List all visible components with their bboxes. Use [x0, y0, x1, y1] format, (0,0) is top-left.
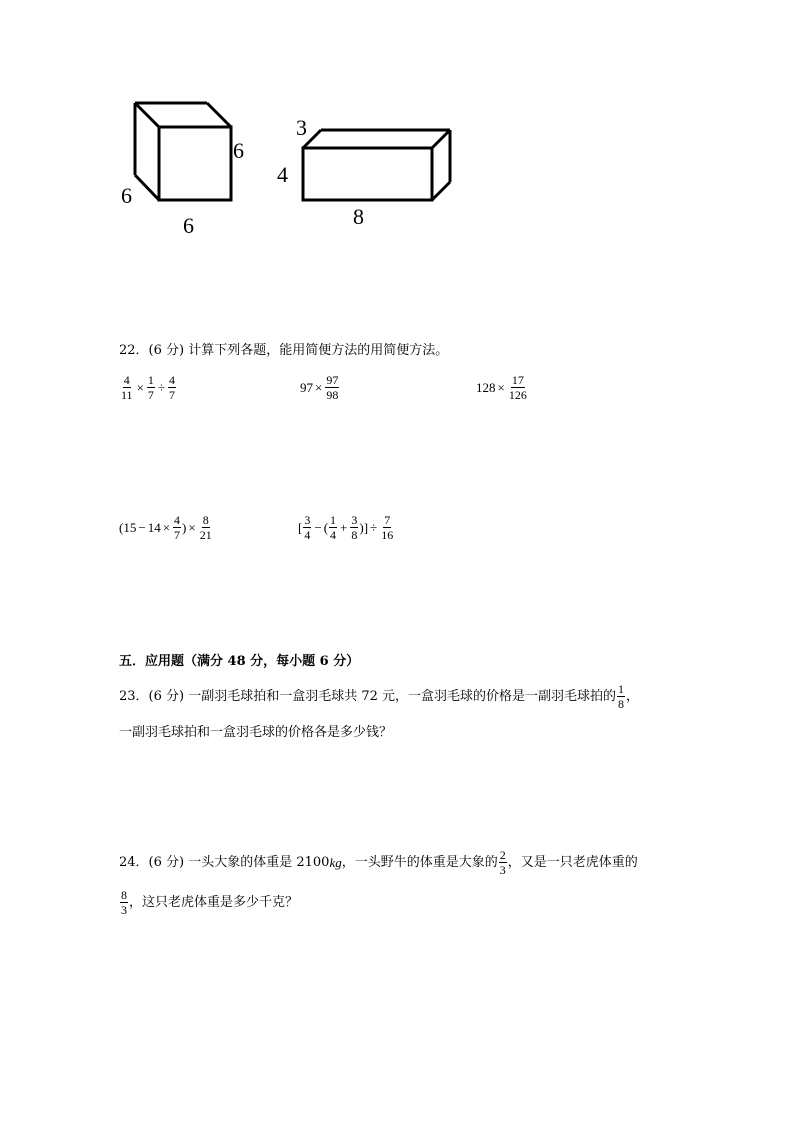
fraction: $\frac{2}{3}$: [499, 848, 506, 877]
fraction: $\frac{1}{7}$: [147, 373, 154, 402]
q23-line-2: 一副羽毛球拍和一盒羽毛球的价格各是多少钱？: [119, 725, 393, 740]
fraction: $\frac{3}{4}$: [304, 513, 311, 542]
cuboid-label-bottom: 8: [353, 204, 364, 229]
fraction: $\frac{1}{8}$: [618, 682, 625, 711]
fraction: $\frac{4}{11}$: [121, 373, 133, 402]
q24-line-2: $\frac{8}{3}$ ，这只老虎体重是多少千克？: [121, 888, 299, 917]
q22-expr-3: 128 × $\frac{17}{126}$: [476, 373, 527, 402]
cube-label-bottom: 6: [183, 213, 194, 238]
q22-expr-5: [ $\frac{3}{4}$ − ( $\frac{1}{4}$ + $\frac{3}{8}$ )] ÷ $\frac{7}{16}$: [298, 513, 394, 542]
section-5-title: 五．应用题（满分 48 分，每小题 6 分）: [119, 654, 360, 669]
fraction: $\frac{17}{126}$: [508, 373, 527, 402]
fraction: $\frac{4}{7}$: [169, 373, 176, 402]
cuboid-label-top: 3: [296, 115, 307, 140]
q22-expr-2: 97 × $\frac{97}{98}$: [300, 373, 339, 402]
cube-label-left: 6: [121, 183, 132, 208]
fraction: $\frac{8}{21}$: [199, 513, 212, 542]
fraction: $\frac{97}{98}$: [326, 373, 339, 402]
q22-expr-4: (15 − 14 × $\frac{4}{7}$ ) × $\frac{8}{21}$: [119, 513, 212, 542]
cuboid-label-left: 4: [277, 162, 288, 187]
q22-expr-1: $\frac{4}{11}$ × $\frac{1}{7}$ ÷ $\frac{4}{7}$: [121, 373, 176, 402]
fraction: $\frac{3}{8}$: [351, 513, 358, 542]
cuboid-figure: [295, 122, 460, 207]
q23-line-1: 23．(6 分) 一副羽毛球拍和一盒羽毛球共 72 元，一盒羽毛球的价格是一副羽毛球拍的 $\frac{1}{8}$ ，: [119, 682, 640, 711]
q24-line-1: 24．(6 分) 一头大象的体重是 2100 kg ，一头野牛的体重是大象的 $\frac{2}{3}$ ，又是一只老虎体重的: [119, 848, 638, 877]
fraction: $\frac{8}{3}$: [121, 888, 127, 917]
cube-label-right: 6: [233, 138, 244, 163]
q22-heading: 22．(6 分) 计算下列各题，能用简便方法的用简便方法。: [119, 343, 449, 358]
fraction: $\frac{1}{4}$: [330, 513, 337, 542]
fraction: $\frac{7}{16}$: [381, 513, 394, 542]
fraction: $\frac{4}{7}$: [174, 513, 181, 542]
